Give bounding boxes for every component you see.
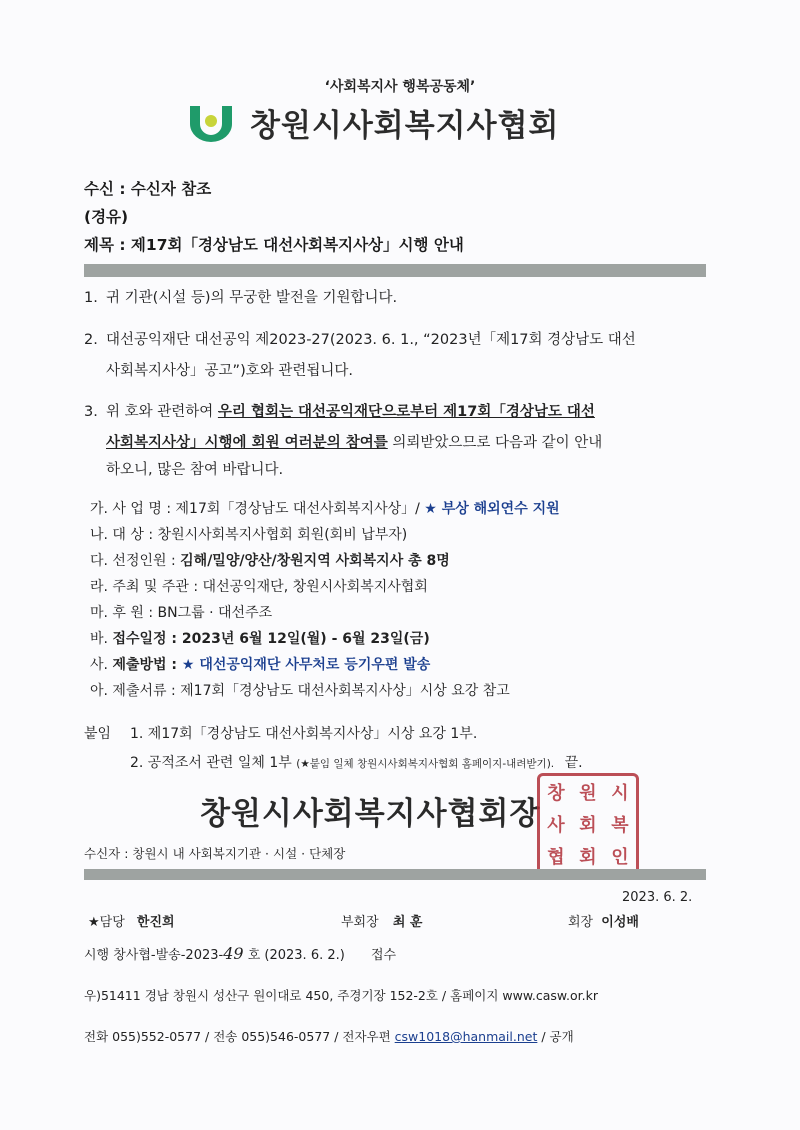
highlight-text: ★ 부상 해외연수 지원 [424,501,560,517]
paragraph-text: 위 호와 관련하여 [106,404,218,420]
paragraph-number: 3. [84,404,98,420]
issue-suffix: 호 (2023. 6. 2.) [247,948,345,963]
seal-char: 회 [579,847,597,868]
item-program [90,498,560,518]
president-label: 회장 [568,915,594,930]
seal-char: 회 [579,815,597,836]
highlight-text: ★ 대선공익재단 사무처로 등기우편 발송 [181,657,431,673]
vice-president-signoff [341,911,422,930]
paragraph-2 [84,326,636,354]
item-label: 사. [90,657,113,673]
item-sponsor [90,602,272,622]
bold-text: 제출방법 : [112,657,182,673]
seal-char: 시 [611,783,629,804]
item-schedule [90,628,430,648]
item-label: 가. 사 업 명 : 제17회「경상남도 대선사회복지사상」/ [90,501,425,517]
issue-number: 49 [223,944,244,963]
official-seal [537,773,639,875]
issue-prefix: 시행 창사협-발송-2023- [84,948,224,963]
end-mark: 끝. [564,755,583,771]
seal-char: 원 [579,783,597,804]
emphasis-text: 사회복지사상」시행에 회원 여러분의 참여를 [106,435,388,451]
approval-date: 2023. 6. 2. [622,890,693,905]
subject-line: 제목 : 제17회「경상남도 대선사회복지사상」시행 안내 [84,236,464,254]
contact-line [84,1027,574,1045]
email-link[interactable]: csw1018@hanmail.net [394,1029,538,1044]
staff-signoff [88,911,175,930]
staff-label: ★담당 [88,915,125,930]
address-line: 우)51411 경남 창원시 성산구 원이대로 450, 주경기장 152-2호 / 홈페이지 www.casw.or.kr [84,988,598,1003]
association-logo-icon [186,102,236,142]
attachment-label: 붙임 [84,726,112,742]
via-line: (경유) [84,208,129,226]
paragraph-text: 의뢰받았으므로 다음과 같이 안내 [387,435,603,451]
paragraph-3 [84,398,595,426]
paragraph-number: 1. [84,290,98,306]
seal-char: 복 [611,815,629,836]
item-label: 나. 대 상 : 창원시사회복지사협회 회원(회비 납부자) [90,527,408,543]
paragraph-3-cont [106,431,602,452]
president-name: 이성배 [601,915,639,930]
paragraph-1 [84,284,397,312]
attachment-note: (★붙임 일체 창원시사회복지사협회 홈페이지-내려받기). [296,758,555,770]
item-organizer [90,576,428,596]
attachment-text: 2. 공적조서 관련 일체 1부 [130,755,297,771]
item-label: 다. 선정인원 : [90,553,181,569]
seal-char: 협 [547,847,565,868]
recipient-line: 수신 : 수신자 참조 [84,180,212,198]
issue-number-line [84,944,396,963]
seal-char: 인 [611,847,629,868]
item-selection [90,550,450,570]
item-label: 라. 주최 및 주관 : 대선공익재단, 창원시사회복지사협회 [90,579,428,595]
bold-text: 접수일정 : 2023년 6월 12일(월) - 6월 23일(금) [112,631,430,647]
paragraph-text: 귀 기관(시설 등)의 무궁한 발전을 기원합니다. [106,290,398,306]
item-label: 바. [90,631,113,647]
item-documents [90,680,510,700]
footer-divider [84,869,706,880]
paragraph-text: 대선공익재단 대선공익 제2023-27(2023. 6. 1., “2023년「제17회 경상남도 대선 [106,332,636,348]
receipt-label: 접수 [370,948,397,963]
org-name: 창원시사회복지사협회 [250,107,560,144]
staff-name: 한진희 [136,915,175,930]
emphasis-text: 우리 협회는 대선공익재단으로부터 제17회「경상남도 대선 [217,404,595,420]
paragraph-3-end: 하오니, 많은 참여 바랍니다. [106,462,284,478]
item-submission [90,654,430,674]
vice-name: 최 훈 [392,915,423,930]
item-label: 아. 제출서류 : 제17회「경상남도 대선사회복지사상」시상 요강 참고 [90,683,510,699]
slogan: ‘사회복지사 행복공동체’ [324,79,476,95]
bold-text: 김해/밀양/양산/창원지역 사회복지사 총 8명 [180,553,450,569]
president-signoff [568,911,639,930]
item-target [90,524,407,544]
attachment-2 [130,752,583,772]
paragraph-number: 2. [84,332,98,348]
seal-char: 사 [547,815,565,836]
header-divider [84,264,706,277]
item-label: 마. 후 원 : BN그룹 · 대선주조 [90,605,273,621]
distribution-list: 수신자 : 창원시 내 사회복지기관 · 시설 · 단체장 [84,846,346,861]
disclosure-status: / 공개 [537,1029,574,1044]
attachment-1: 1. 제17회「경상남도 대선사회복지사상」시상 요강 1부. [130,726,478,742]
seal-char: 창 [547,783,565,804]
paragraph-2-cont: 사회복지사상」공고”)호와 관련됩니다. [106,363,353,379]
signatory-name: 창원시사회복지사협회장 [200,796,541,832]
phone-fax: 전화 055)552-0577 / 전송 055)546-0577 / 전자우편 [84,1029,395,1044]
vice-label: 부회장 [341,915,379,930]
org-header [186,100,559,144]
